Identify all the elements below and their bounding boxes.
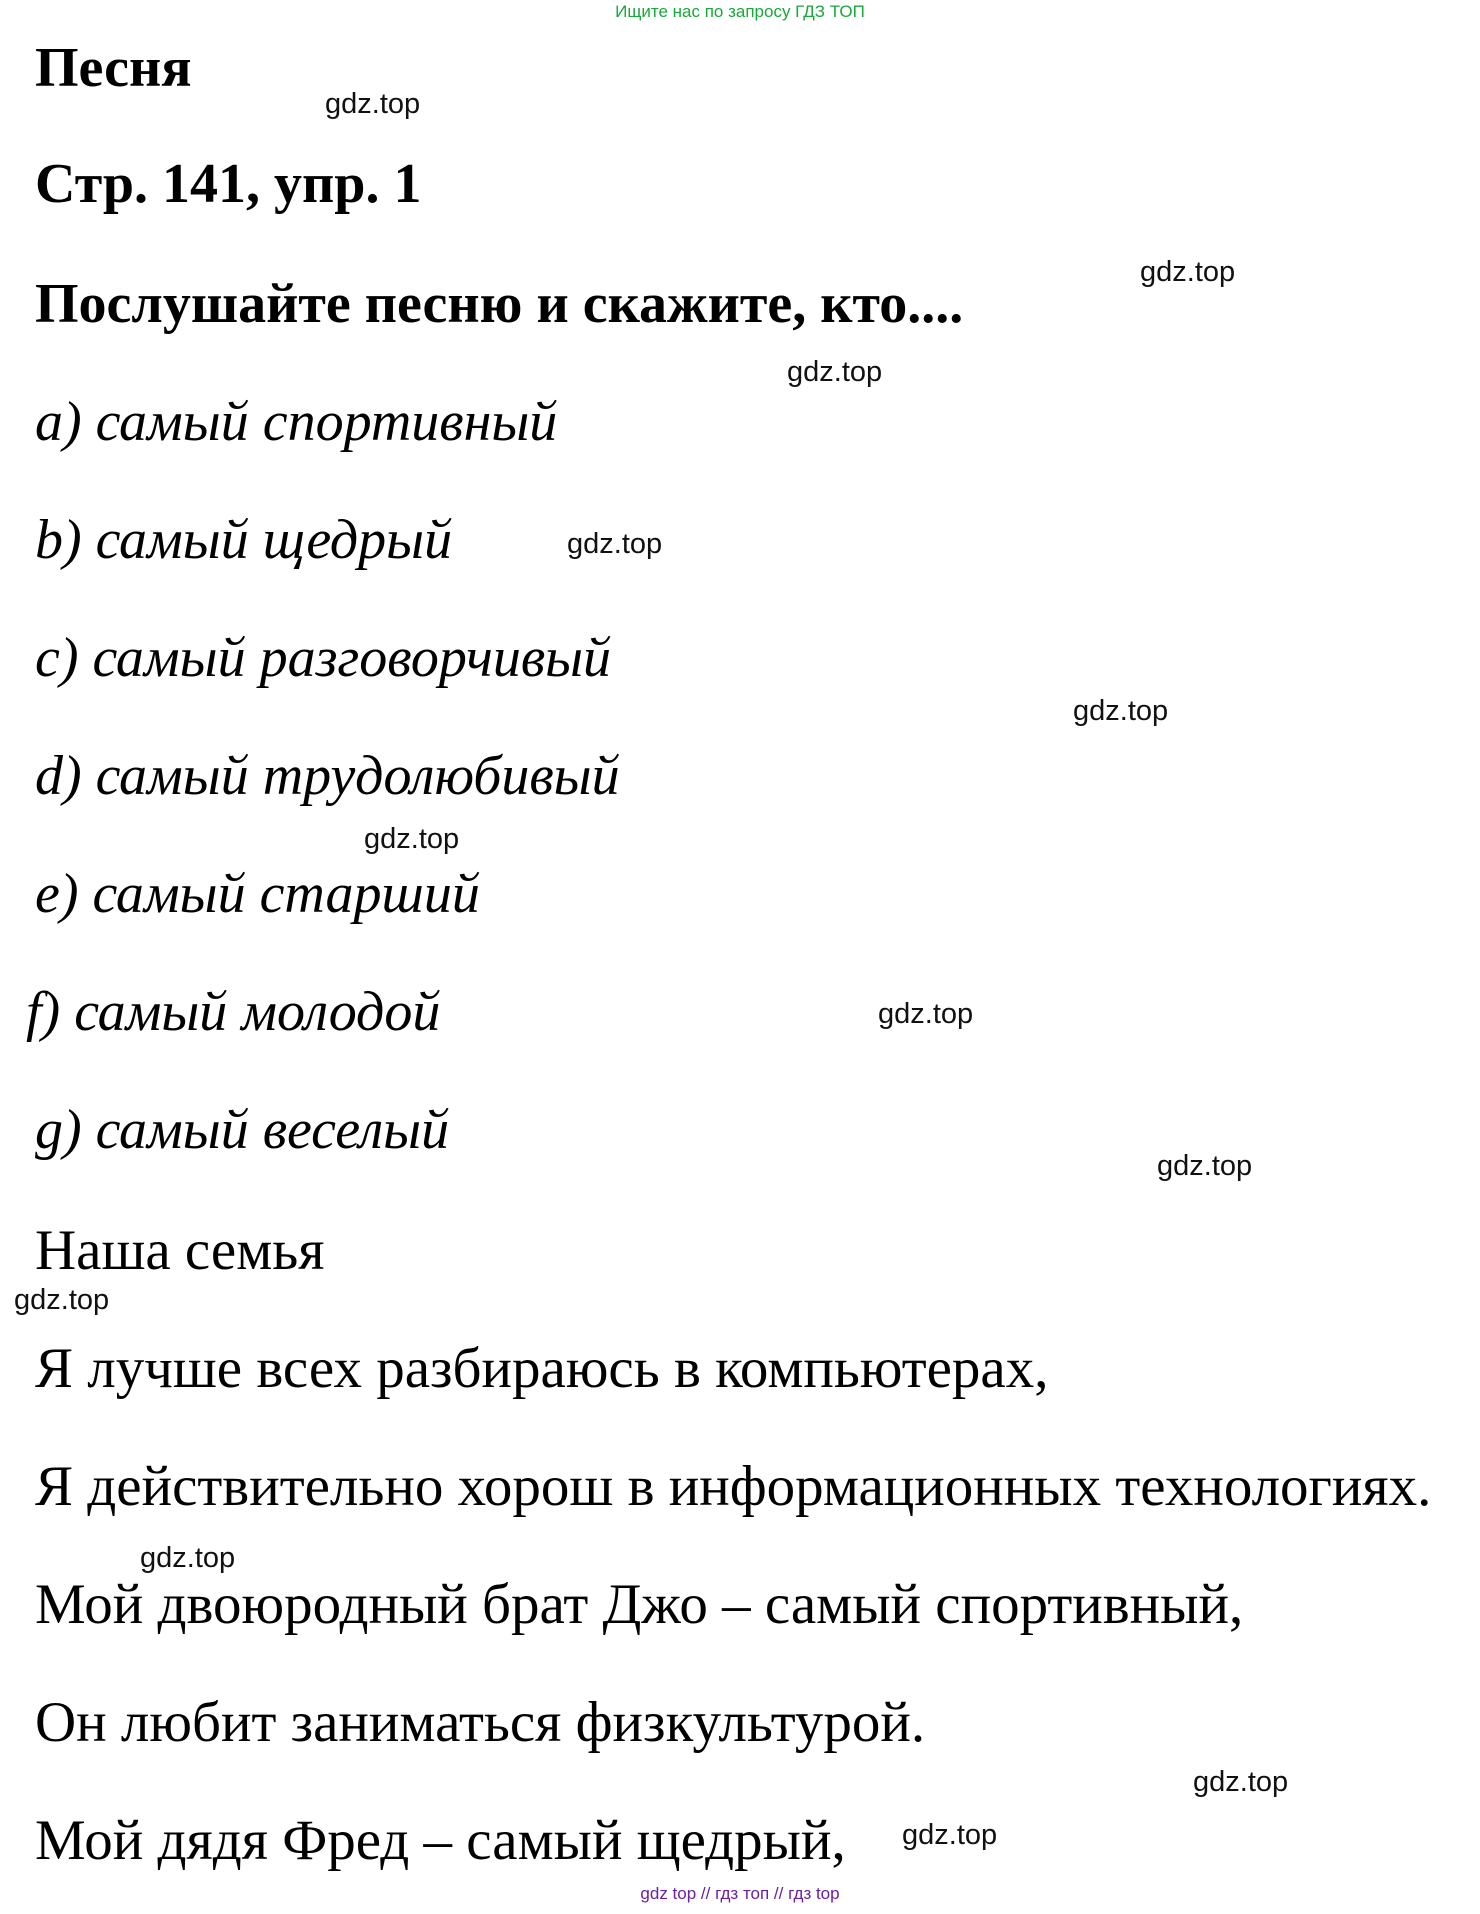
watermark: gdz.top xyxy=(325,88,421,120)
watermark: gdz.top xyxy=(1193,1766,1289,1798)
watermark: gdz.top xyxy=(1140,256,1236,288)
top-search-note[interactable]: Ищите нас по запросу ГДЗ ТОП xyxy=(615,2,865,21)
watermark: gdz.top xyxy=(787,356,883,388)
watermark: gdz.top xyxy=(14,1284,110,1316)
lyric-line: Я действительно хорош в информационных технологиях. xyxy=(35,1455,1432,1518)
watermark: gdz.top xyxy=(1157,1150,1253,1182)
footer-watermark: gdz top // гдз топ // гдз top xyxy=(640,1884,840,1903)
answer-option: c) самый разговорчивый xyxy=(35,627,612,689)
answer-option: b) самый щедрый xyxy=(35,509,453,571)
page-reference: Стр. 141, упр. 1 xyxy=(35,153,422,215)
answer-option: d) самый трудолюбивый xyxy=(35,745,620,807)
answer-option: g) самый веселый xyxy=(35,1099,450,1161)
answer-option: e) самый старший xyxy=(35,863,480,925)
watermark: gdz.top xyxy=(878,998,974,1030)
lyric-line: Мой дядя Фред – самый щедрый, xyxy=(35,1809,846,1872)
watermark: gdz.top xyxy=(364,823,460,855)
watermark: gdz.top xyxy=(140,1542,236,1574)
song-title: Наша семья xyxy=(35,1219,325,1282)
watermark: gdz.top xyxy=(902,1819,998,1851)
page-title: Песня xyxy=(35,37,192,99)
lyric-line: Мой двоюродный брат Джо – самый спортивный, xyxy=(35,1573,1244,1636)
instruction-heading: Послушайте песню и скажите, кто.... xyxy=(35,273,964,335)
watermark: gdz.top xyxy=(1073,695,1169,727)
answer-option: f) самый молодой xyxy=(26,981,441,1043)
watermark: gdz.top xyxy=(567,528,663,560)
lyric-line: Я лучше всех разбираюсь в компьютерах, xyxy=(35,1337,1049,1400)
lyric-line: Он любит заниматься физкультурой. xyxy=(35,1691,926,1754)
answer-option: a) самый спортивный xyxy=(35,391,558,453)
